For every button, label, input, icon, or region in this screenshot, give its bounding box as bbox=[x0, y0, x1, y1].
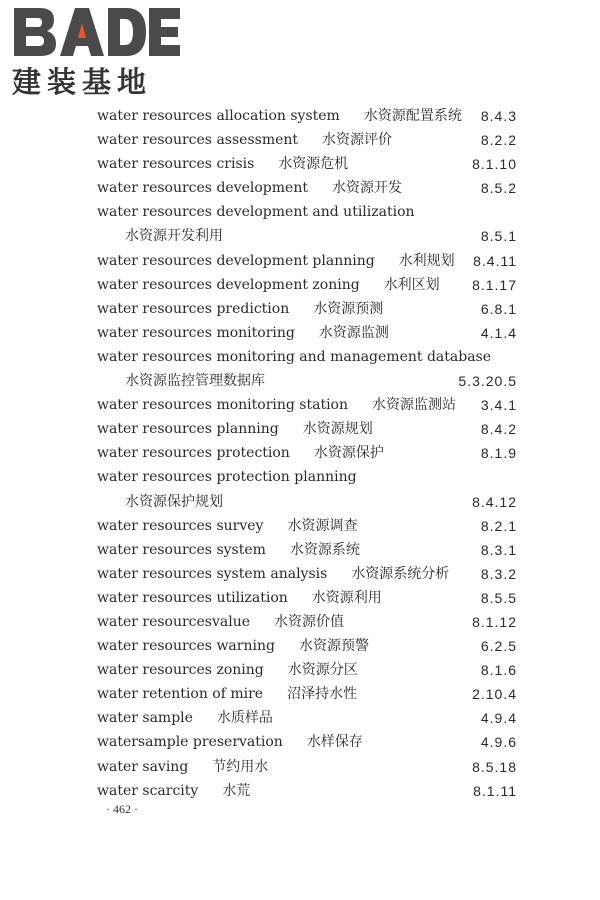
entry-chinese-term: 水资源预警 bbox=[298, 638, 369, 655]
entry-chinese-term: 水资源监控管理数据库 bbox=[125, 373, 265, 390]
glossary-entry bbox=[97, 200, 517, 224]
glossary-entry bbox=[97, 152, 517, 176]
entry-section-number: 6.2.5 bbox=[480, 638, 517, 655]
glossary-entry bbox=[97, 176, 517, 200]
entry-chinese-term: 水资源监测站 bbox=[372, 397, 457, 414]
entry-english-term: water resources survey bbox=[97, 517, 264, 534]
glossary-entry bbox=[97, 441, 517, 465]
entry-section-number: 8.1.11 bbox=[473, 782, 517, 799]
entry-english-term: water resources monitoring bbox=[97, 324, 295, 341]
glossary-entry bbox=[97, 755, 517, 779]
entry-chinese-term: 节约用水 bbox=[212, 758, 269, 775]
entry-chinese-term: 沼泽持水性 bbox=[287, 686, 358, 703]
glossary-entry bbox=[97, 297, 517, 321]
entry-english-term: water resources development zoning bbox=[97, 276, 360, 293]
entry-chinese-term: 水利区划 bbox=[383, 276, 440, 293]
bade-logo bbox=[12, 4, 182, 99]
entry-section-number: 8.5.1 bbox=[480, 228, 517, 245]
glossary-entry bbox=[97, 634, 517, 658]
entry-chinese-term: 水资源保护 bbox=[313, 445, 384, 462]
entry-english-term: water resources assessment bbox=[97, 132, 299, 149]
entry-section-number: 8.1.12 bbox=[472, 613, 517, 630]
entry-section-number: 8.2.1 bbox=[480, 517, 517, 534]
glossary-entry bbox=[97, 779, 517, 803]
entry-chinese-term: 水资源危机 bbox=[278, 156, 349, 173]
glossary-entry bbox=[97, 586, 517, 610]
entry-section-number: 8.5.2 bbox=[480, 180, 517, 197]
entry-section-number: 8.2.2 bbox=[480, 132, 517, 149]
entry-section-number: 2.10.4 bbox=[472, 686, 517, 703]
entry-english-term: water resources system analysis bbox=[97, 565, 328, 582]
entry-section-number: 8.5.5 bbox=[480, 589, 517, 606]
entry-english-term: water resources utilization bbox=[97, 589, 288, 606]
logo-subtitle: 建装基地 bbox=[12, 65, 153, 99]
glossary-entry bbox=[97, 369, 517, 393]
entry-section-number: 8.4.12 bbox=[472, 493, 517, 510]
entry-section-number: 4.1.4 bbox=[480, 324, 517, 341]
glossary-entry bbox=[97, 730, 517, 754]
entry-section-number: 8.3.2 bbox=[480, 565, 517, 582]
glossary-list bbox=[97, 104, 517, 803]
entry-english-term: water resources system bbox=[97, 541, 266, 558]
entry-section-number: 8.4.11 bbox=[473, 252, 517, 269]
glossary-entry bbox=[97, 514, 517, 538]
glossary-entry bbox=[97, 104, 517, 128]
entry-section-number: 8.1.9 bbox=[480, 445, 517, 462]
entry-english-term: water resources planning bbox=[97, 421, 279, 438]
entry-chinese-term: 水资源分区 bbox=[287, 662, 358, 679]
entry-chinese-term: 水资源配置系统 bbox=[363, 108, 462, 124]
entry-chinese-term: 水资源系统分析 bbox=[351, 565, 450, 582]
entry-chinese-term: 水利规划 bbox=[398, 252, 455, 269]
glossary-entry bbox=[97, 249, 517, 273]
glossary-entry bbox=[97, 706, 517, 730]
glossary-entry bbox=[97, 345, 517, 369]
entry-chinese-term: 水资源价值 bbox=[274, 613, 345, 630]
entry-chinese-term: 水资源保护规划 bbox=[125, 493, 223, 510]
glossary-entry bbox=[97, 273, 517, 297]
entry-chinese-term: 水资源规划 bbox=[302, 421, 373, 438]
glossary-entry bbox=[97, 658, 517, 682]
glossary-entry bbox=[97, 393, 517, 417]
entry-english-term: water saving bbox=[97, 758, 189, 775]
entry-english-term: water resources protection planning bbox=[97, 469, 357, 486]
entry-section-number: 4.9.6 bbox=[480, 734, 517, 751]
entry-english-term: watersample preservation bbox=[97, 734, 283, 751]
entry-english-term: water resources zoning bbox=[97, 662, 264, 679]
entry-chinese-term: 水资源利用 bbox=[311, 589, 382, 606]
entry-chinese-term: 水样保存 bbox=[306, 734, 363, 751]
entry-chinese-term: 水质样品 bbox=[216, 710, 273, 727]
entry-section-number: 3.4.1 bbox=[480, 397, 517, 414]
entry-section-number: 8.5.18 bbox=[472, 758, 517, 775]
entry-section-number: 8.1.10 bbox=[472, 156, 517, 173]
glossary-entry bbox=[97, 490, 517, 514]
entry-english-term: water resources development planning bbox=[97, 252, 375, 269]
entry-english-term: water resources protection bbox=[97, 445, 290, 462]
entry-english-term: water sample bbox=[97, 710, 193, 727]
entry-english-term: water resources warning bbox=[97, 638, 275, 655]
entry-english-term: water resources prediction bbox=[97, 300, 290, 317]
entry-english-term: water resources allocation system bbox=[97, 108, 340, 124]
glossary-entry bbox=[97, 465, 517, 489]
entry-chinese-term: 水荒 bbox=[222, 782, 251, 799]
entry-english-term: water resourcesvalue bbox=[97, 613, 251, 630]
entry-section-number: 8.4.3 bbox=[480, 108, 517, 124]
glossary-entry bbox=[97, 128, 517, 152]
entry-english-term: water resources crisis bbox=[97, 156, 255, 173]
entry-section-number: 8.4.2 bbox=[480, 421, 517, 438]
entry-chinese-term: 水资源开发 bbox=[331, 180, 402, 197]
glossary-entry bbox=[97, 224, 517, 248]
entry-english-term: water retention of mire bbox=[97, 686, 264, 703]
entry-section-number: 8.1.17 bbox=[472, 276, 517, 293]
glossary-entry bbox=[97, 538, 517, 562]
glossary-entry bbox=[97, 321, 517, 345]
entry-section-number: 8.3.1 bbox=[480, 541, 517, 558]
entry-chinese-term: 水资源调查 bbox=[287, 517, 358, 534]
entry-section-number: 6.8.1 bbox=[480, 300, 517, 317]
entry-chinese-term: 水资源系统 bbox=[289, 541, 360, 558]
glossary-entry bbox=[97, 417, 517, 441]
glossary-entry bbox=[97, 562, 517, 586]
entry-english-term: water scarcity bbox=[97, 782, 199, 799]
bade-wordmark bbox=[12, 4, 182, 60]
entry-section-number: 5.3.20.5 bbox=[458, 373, 517, 390]
entry-chinese-term: 水资源开发利用 bbox=[125, 228, 223, 245]
entry-chinese-term: 水资源评价 bbox=[322, 132, 393, 149]
entry-english-term: water resources development and utilization bbox=[97, 204, 415, 221]
glossary-entry bbox=[97, 682, 517, 706]
page-number: · 462 · bbox=[106, 802, 138, 816]
entry-english-term: water resources monitoring and management database bbox=[97, 348, 492, 365]
entry-english-term: water resources development bbox=[97, 180, 308, 197]
entry-section-number: 4.9.4 bbox=[480, 710, 517, 727]
entry-chinese-term: 水资源监测 bbox=[318, 324, 389, 341]
entry-section-number: 8.1.6 bbox=[480, 662, 517, 679]
glossary-entry bbox=[97, 610, 517, 634]
entry-chinese-term: 水资源预测 bbox=[313, 300, 384, 317]
entry-english-term: water resources monitoring station bbox=[97, 397, 349, 414]
